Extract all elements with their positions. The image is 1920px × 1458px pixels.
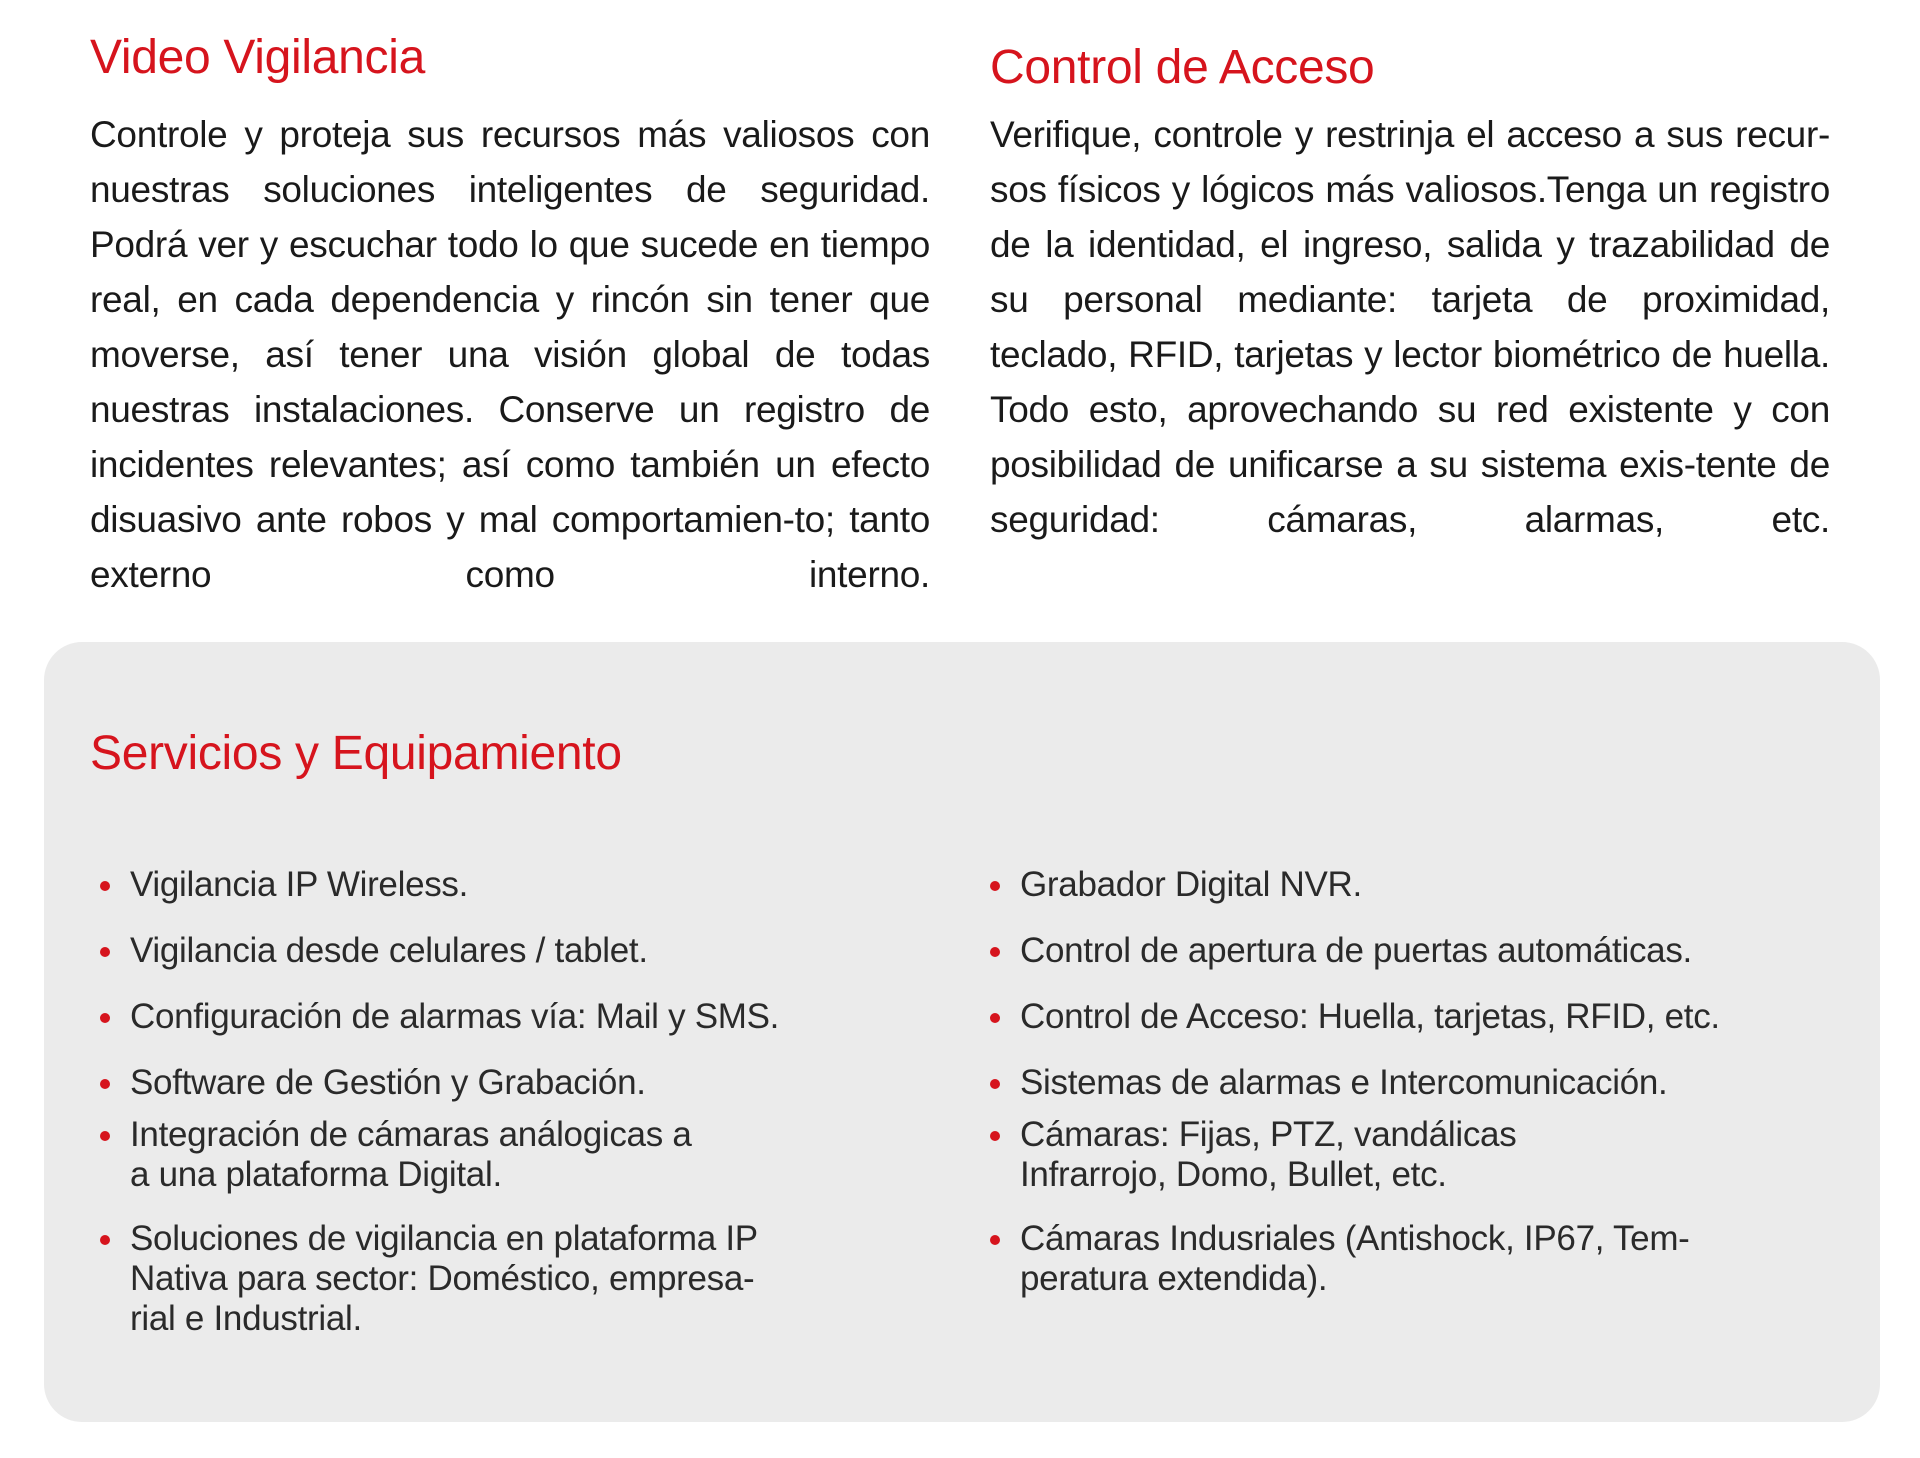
bullet-dot-icon xyxy=(100,947,110,957)
bullet-dot-icon xyxy=(990,1013,1000,1023)
bullet-dot-icon xyxy=(990,1079,1000,1089)
bullet-dot-icon xyxy=(100,881,110,891)
bullet-dot-icon xyxy=(100,1013,110,1023)
list-item xyxy=(94,931,874,971)
list-item xyxy=(984,931,1824,971)
list-item-line: Control de apertura de puertas automáticas. xyxy=(1020,931,1692,970)
list-item-line: rial e Industrial. xyxy=(130,1299,362,1338)
list-item-line: Cámaras: Fijas, PTZ, vandálicas xyxy=(1020,1115,1517,1154)
servicios-list-left xyxy=(94,865,874,1339)
bullet-dot-icon xyxy=(990,881,1000,891)
servicios-title: Servicios y Equipamiento xyxy=(90,727,622,780)
list-item-line: peratura extendida). xyxy=(1020,1259,1328,1298)
video-vigilancia-title: Video Vigilancia xyxy=(90,31,426,84)
list-item xyxy=(984,1063,1824,1103)
list-item-line: Nativa para sector: Doméstico, empresa- xyxy=(130,1259,755,1298)
list-item xyxy=(94,1063,874,1103)
list-item xyxy=(94,865,874,905)
list-item-line: Software de Gestión y Grabación. xyxy=(130,1063,646,1102)
control-acceso-body: Verifique, controle y restrinja el acceso a sus recur-sos físicos y lógicos más valiosos.Tenga un registro de la identidad, el ingreso, salida y trazabilidad de su personal mediante: tarjeta de proximidad, teclado, RFID, tarjetas y lector biométrico de huella. Todo esto, aprovechando su red existente y con posibilidad de unificarse a su sistema exis-tente de seguridad: cámaras, alarmas, etc. xyxy=(990,114,1830,540)
list-item-line: Control de Acceso: Huella, tarjetas, RFID, etc. xyxy=(1020,997,1720,1036)
list-item xyxy=(984,997,1824,1037)
list-item-line: a una plataforma Digital. xyxy=(130,1155,502,1194)
bullet-dot-icon xyxy=(100,1131,110,1141)
list-item-line: Cámaras Indusriales (Antishock, IP67, Tem- xyxy=(1020,1219,1690,1258)
video-vigilancia-body: Controle y proteja sus recursos más valiosos con nuestras soluciones inteligentes de seguridad. Podrá ver y escuchar todo lo que sucede en tiempo real, en cada dependencia y rincón sin tener que moverse, así tener una visión global de todas nuestras instalaciones. Conserve un registro de incidentes relevantes; así como también un efecto disuasivo ante robos y mal comportamien-to; tanto externo como interno. xyxy=(90,114,930,595)
list-item-line: Infrarrojo, Domo, Bullet, etc. xyxy=(1020,1155,1447,1194)
servicios-panel xyxy=(44,642,1880,1422)
list-item-line: Vigilancia desde celulares / tablet. xyxy=(130,931,648,970)
bullet-dot-icon xyxy=(100,1235,110,1245)
bullet-dot-icon xyxy=(990,1235,1000,1245)
list-item-line: Sistemas de alarmas e Intercomunicación. xyxy=(1020,1063,1668,1102)
list-item-line: Grabador Digital NVR. xyxy=(1020,865,1362,904)
list-item xyxy=(94,1115,874,1195)
bullet-dot-icon xyxy=(990,947,1000,957)
bullet-dot-icon xyxy=(100,1079,110,1089)
servicios-list-right xyxy=(984,865,1824,1299)
list-item xyxy=(984,1219,1824,1299)
list-item-line: Soluciones de vigilancia en plataforma IP xyxy=(130,1219,758,1258)
list-item-line: Configuración de alarmas vía: Mail y SMS. xyxy=(130,997,780,1036)
list-item xyxy=(984,1115,1824,1195)
control-acceso-section xyxy=(990,0,1830,547)
list-item-line: Integración de cámaras análogicas a xyxy=(130,1115,692,1154)
list-item xyxy=(94,997,874,1037)
bullet-dot-icon xyxy=(990,1131,1000,1141)
control-acceso-title: Control de Acceso xyxy=(990,41,1375,94)
list-item-line: Vigilancia IP Wireless. xyxy=(130,865,469,904)
list-item xyxy=(984,865,1824,905)
video-vigilancia-section xyxy=(90,0,930,602)
list-item xyxy=(94,1219,874,1339)
